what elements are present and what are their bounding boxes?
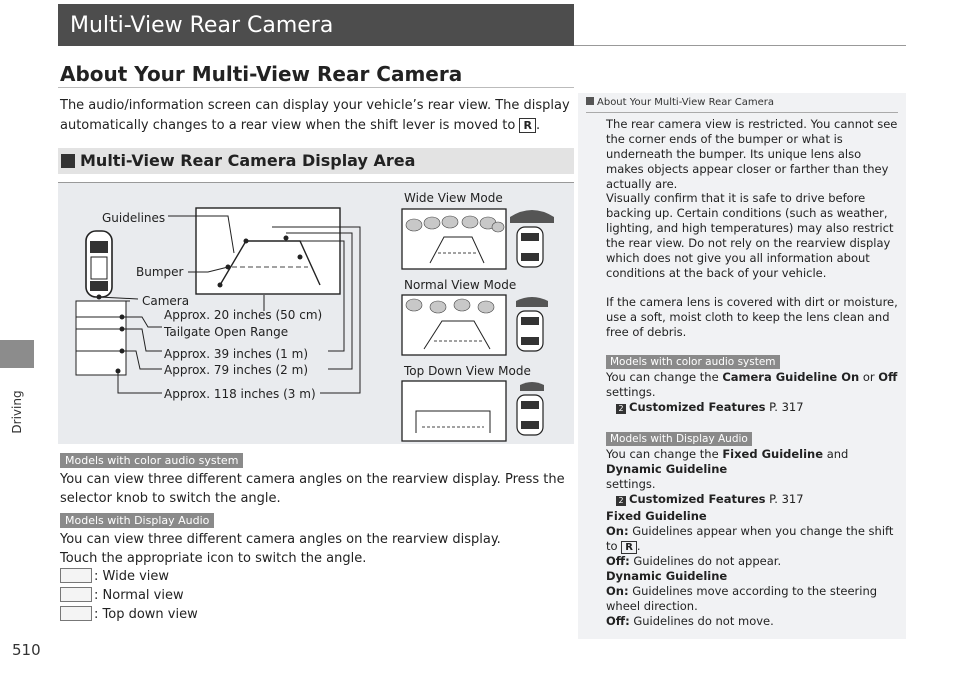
customized-features-link[interactable]: Customized Features: [629, 400, 766, 414]
badge-color-audio: Models with color audio system: [60, 453, 243, 468]
label-tailgate: Tailgate Open Range: [164, 325, 289, 339]
panel-paragraph-2: Visually confirm that it is safe to drive before backing up. Certain conditions (such as weather, lighting, and high temperatures) may also restrict the rear view. Do not rely on the rearview display which does not give you all information about conditions at the back of your vehicle.: [606, 191, 894, 280]
panel-rule: [586, 112, 898, 113]
banner-rule: [574, 45, 906, 46]
label-bumper: Bumper: [136, 265, 184, 279]
display-audio-paragraph-1: You can view three different camera angles on the rearview display.: [60, 532, 501, 547]
notes-panel: [578, 93, 906, 639]
reference-arrow-icon: 2: [616, 496, 626, 506]
reference-arrow-icon: 2: [616, 404, 626, 414]
shift-r-key: R: [519, 118, 535, 133]
heading-rule: [58, 87, 574, 88]
label-range-118: Approx. 118 inches (3 m): [164, 387, 316, 401]
top-view-item: : Top down view: [60, 606, 198, 624]
panel-display-audio-note: You can change the Fixed Guideline and Dynamic Guideline settings. 2 Customized Features P. 317: [606, 447, 849, 506]
intro-paragraph: The audio/information screen can display your vehicle’s rear view. The display automatically changes to a rear view when the shift lever is moved to R .: [60, 98, 570, 133]
label-top-down-view-mode: Top Down View Mode: [404, 364, 531, 378]
label-wide-view-mode: Wide View Mode: [404, 191, 503, 205]
normal-view-item: : Normal view: [60, 587, 184, 605]
shift-r-key: R: [621, 541, 637, 554]
subheading-title: Multi-View Rear Camera Display Area: [80, 151, 416, 170]
panel-header: About Your Multi-View Rear Camera: [586, 97, 774, 108]
section-heading: About Your Multi-View Rear Camera: [60, 62, 463, 86]
camera-display-area-figure: [58, 182, 574, 444]
display-audio-paragraph-2: Touch the appropriate icon to switch the angle.: [60, 551, 367, 566]
normal-mode-car-icon: [516, 297, 548, 351]
square-bullet-icon: [61, 154, 75, 168]
label-camera: Camera: [142, 294, 190, 308]
customized-features-link-2[interactable]: Customized Features: [629, 492, 766, 506]
wide-view-camera-icon: [60, 568, 92, 583]
label-range-20: Approx. 20 inches (50 cm): [164, 308, 323, 322]
banner-title: Multi-View Rear Camera: [70, 13, 334, 38]
normal-view-camera-icon: [60, 587, 92, 602]
fixed-guideline-section: Fixed Guideline On: Guidelines appear when you change the shift to R . Off: Guidelines do not appear. Dynamic Guideline On: Guidelines move according to the steering wheel direction. Off: Guidelines do not move.: [606, 509, 894, 628]
panel-badge-color-audio: Models with color audio system: [606, 355, 780, 369]
top-mode-car-icon: [517, 382, 544, 435]
panel-paragraph-1: The rear camera view is restricted. You cannot see the corner ends of the bumper or what is underneath the bumper. Its unique lens also makes objects appear closer or farther than they actually are.: [606, 117, 898, 191]
chapter-banner: [58, 4, 574, 46]
top-down-view-camera-icon: [60, 606, 92, 621]
wide-view-item: : Wide view: [60, 568, 169, 586]
section-tab-marker: [0, 340, 34, 368]
label-normal-view-mode: Normal View Mode: [404, 278, 517, 292]
note-marker-icon: [586, 97, 594, 105]
color-audio-paragraph: You can view three different camera angles on the rearview display. Press the selector knob to switch the angle.: [60, 472, 565, 506]
label-range-39: Approx. 39 inches (1 m): [164, 347, 308, 361]
page-number: 510: [12, 641, 41, 659]
section-label: Driving: [10, 390, 24, 434]
panel-color-audio-note: You can change the Camera Guideline On or Off settings. 2 Customized Features P. 317: [606, 370, 898, 414]
label-guidelines: Guidelines: [102, 211, 166, 225]
panel-paragraph-3: If the camera lens is covered with dirt or moisture, use a soft, moist cloth to keep the lens clean and free of debris.: [606, 295, 898, 339]
subheading-bar: [58, 148, 574, 174]
label-range-79: Approx. 79 inches (2 m): [164, 363, 308, 377]
panel-badge-display-audio: Models with Display Audio: [606, 432, 752, 446]
badge-display-audio: Models with Display Audio: [60, 513, 214, 528]
vehicle-top-view-icon: [86, 231, 112, 300]
wide-mode-car-icon: [510, 210, 554, 267]
